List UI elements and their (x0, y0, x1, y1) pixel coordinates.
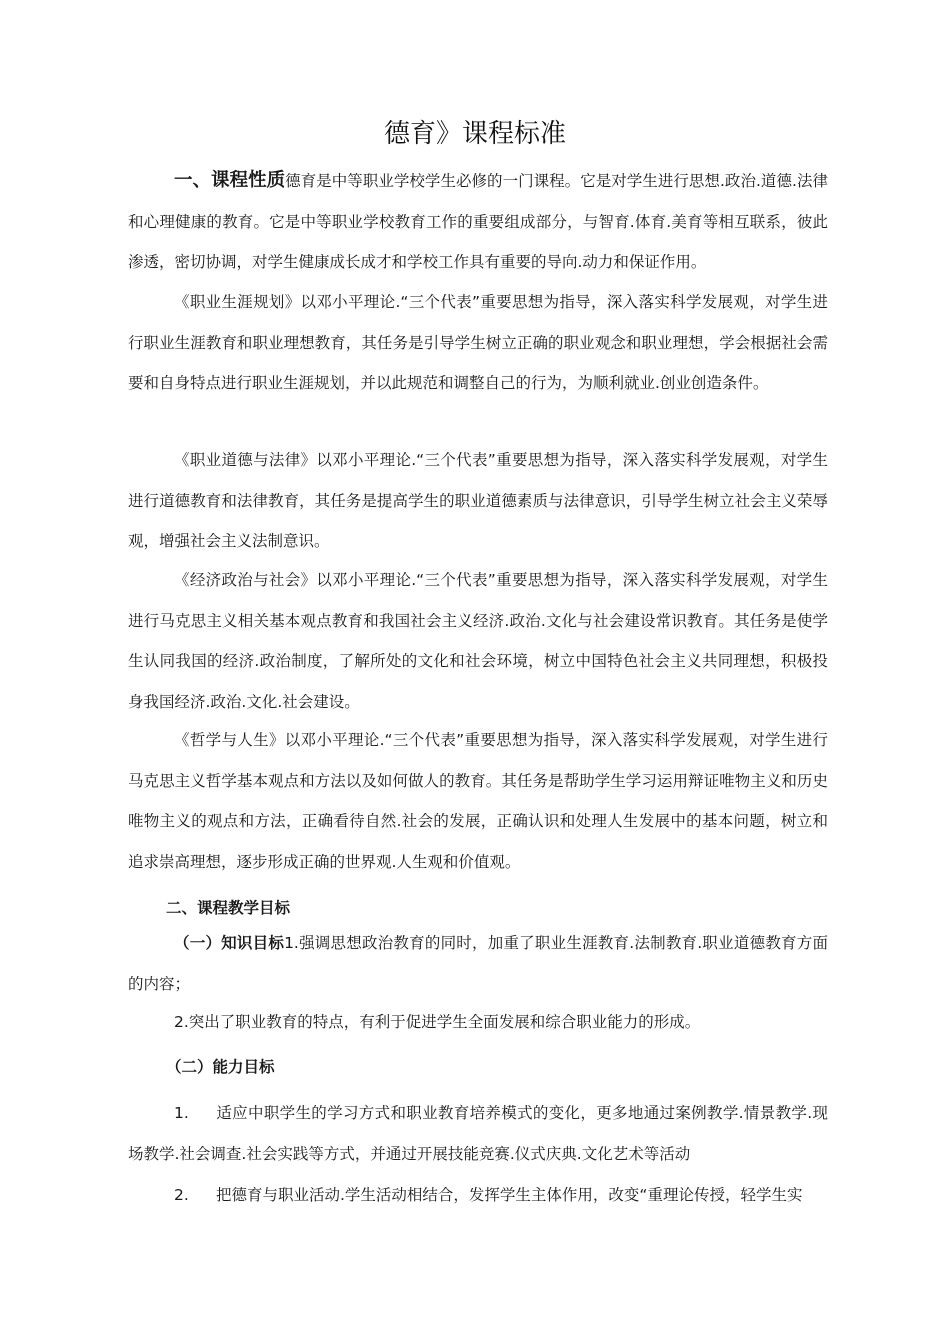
ability-item-2-text: 把德育与职业活动.学生活动相结合，发挥学生主体作用，改变“重理论传授，轻学生实 (216, 1186, 803, 1204)
economy-politics-paragraph: 《经济政治与社会》以邓小平理论.“三个代表”重要思想为指导，深入落实科学发展观，对学生进行马克思主义相关基本观点教育和我国社会主义经济.政治.文化与社会建设常识教育。其任务是使学生认同我国的经济.政治制度，了解所处的文化和社会环境，树立中国特色社会主义共同理想，积极投身我国经济.政治.文化.社会建设。 (128, 571, 828, 711)
ability-item-1-number: 1. (174, 1104, 189, 1122)
ability-goal-item-1 (128, 1093, 828, 1174)
ability-item-1-text: 适应中职学生的学习方式和职业教育培养模式的变化，更多地通过案例教学.情景教学.现场教学.社会调查.社会实践等方式，并通过开展技能竞赛.仪式庆典.文化艺术等活动 (128, 1104, 828, 1163)
document-title: 德育》课程标准 (383, 119, 566, 149)
knowledge-goal-item-1: 1.强调思想政治教育的同时，加重了职业生涯教育.法制教育.职业道德教育方面的内容； (128, 934, 828, 993)
knowledge-goal-item-2: 2.突出了职业教育的特点，有利于促进学生全面发展和综合职业能力的形成。 (174, 1013, 701, 1031)
knowledge-goal-heading: （一）知识目标 (174, 934, 285, 952)
course-nature-text: 德育是中等职业学校学生必修的一门课程。它是对学生进行思想.政治.道德.法律和心理健康的教育。它是中等职业学校教育工作的重要组成部分，与智育.体育.美育等相互联系，彼此渗透，密切协调，对学生健康成长成才和学校工作具有重要的导向.动力和保证作用。 (128, 172, 828, 271)
ability-item-2-number: 2. (174, 1186, 189, 1204)
ability-goal-heading: （二）能力目标 (166, 1058, 275, 1076)
section-2-heading: 二、课程教学目标 (166, 899, 291, 917)
course-nature-paragraph (128, 161, 828, 283)
philosophy-paragraph: 《哲学与人生》以邓小平理论.“三个代表”重要思想为指导，深入落实科学发展观，对学生进行马克思主义哲学基本观点和方法以及如何做人的教育。其任务是帮助学生学习运用辩证唯物主义和历史唯物主义的观点和方法，正确看待自然.社会的发展，正确认识和处理人生发展中的基本问题，树立和追求崇高理想，逐步形成正确的世界观.人生观和价值观。 (128, 731, 828, 871)
career-planning-paragraph: 《职业生涯规划》以邓小平理论.“三个代表”重要思想为指导，深入落实科学发展观，对学生进行职业生涯教育和职业理想教育，其任务是引导学生树立正确的职业观念和职业理想，学会根据社会需要和自身特点进行职业生涯规划，并以此规范和调整自己的行为，为顺利就业.创业创造条件。 (128, 293, 828, 392)
section-1-heading: 一、课程性质 (174, 170, 286, 191)
knowledge-goal-paragraph (128, 923, 828, 1004)
ethics-law-paragraph: 《职业道德与法律》以邓小平理论.“三个代表”重要思想为指导，深入落实科学发展观，对学生进行道德教育和法律教育，其任务是提高学生的职业道德素质与法律意识，引导学生树立社会主义荣辱观，增强社会主义法制意识。 (128, 451, 828, 550)
ability-goal-item-2 (128, 1175, 828, 1216)
